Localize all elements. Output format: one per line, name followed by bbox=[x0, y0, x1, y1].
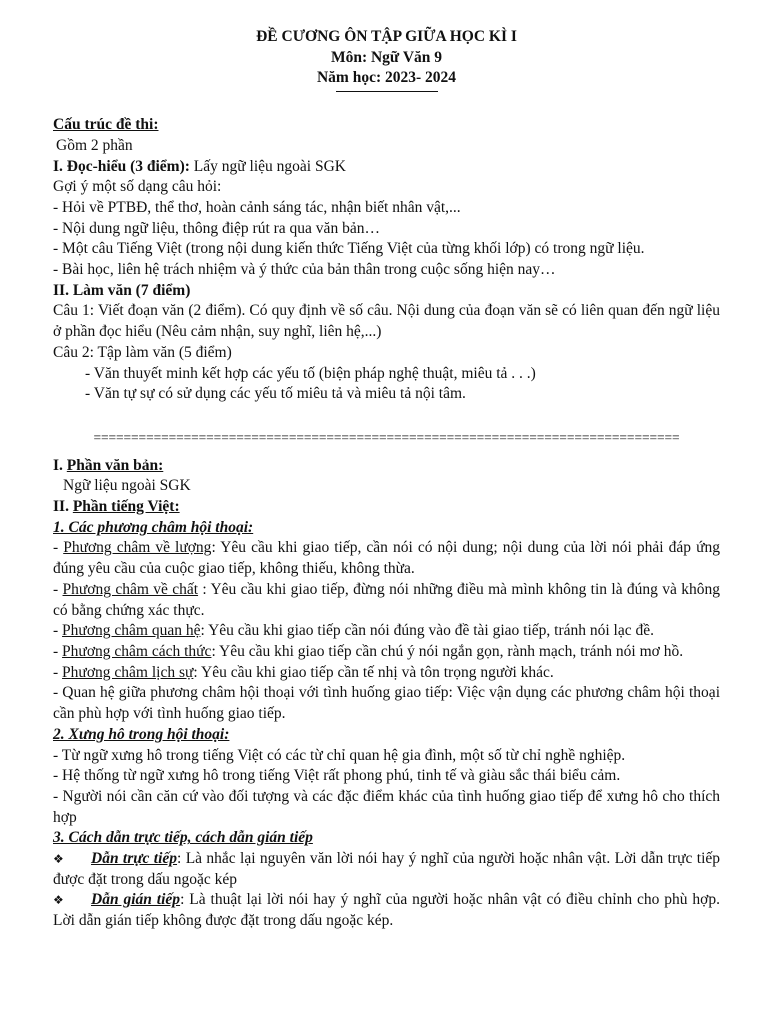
direct-quote-text: : Là nhắc lại nguyên văn lời nói hay ý nghĩ của người hoặc nhân vật. Lời dẫn trực tiếp được đặt trong dấu ngoặc kép bbox=[53, 850, 721, 888]
reading-section bbox=[53, 157, 720, 178]
document-year: Năm học: 2023- 2024 bbox=[316, 69, 457, 87]
writing-question-2a: - Văn thuyết minh kết hợp các yếu tố (biện pháp nghệ thuật, miêu tả . . .) bbox=[85, 364, 536, 382]
principle-relation: - Phương châm quan hệ: Yêu cầu khi giao tiếp cần nói đúng vào đề tài giao tiếp, tránh nói lạc đề. bbox=[53, 622, 654, 640]
subsection-2-heading bbox=[53, 725, 720, 746]
writing-question-1: Câu 1: Viết đoạn văn (2 điểm). Có quy định về số câu. Nội dung của đoạn văn sẽ có liên quan đến ngữ liệu ở phần đọc hiểu (Nêu cảm nhận, suy nghĩ, liên hệ,...) bbox=[53, 302, 720, 341]
section-vietnamese-heading bbox=[53, 497, 720, 518]
principle-quantity: - Phương châm về lượng: Yêu cầu khi giao tiếp, cần nói có nội dung; nội dung của lời nói phải đáp ứng đúng yêu cầu của cuộc giao tiếp, không thiếu, không thừa. bbox=[53, 539, 720, 578]
principle-quantity-text: : Yêu cầu khi giao tiếp, cần nói có nội dung; nội dung của lời nói phải đáp ứng đúng yêu cầu của cuộc giao tiếp, không thiếu, không thừa. bbox=[53, 539, 720, 578]
writing-title: II. Làm văn (7 điểm) bbox=[53, 281, 191, 299]
principle-manner-label: Phương châm cách thức bbox=[62, 642, 212, 660]
principle-relation-label: Phương châm quan hệ bbox=[62, 622, 201, 640]
section-text-heading bbox=[53, 456, 720, 477]
principle-manner: - Phương châm cách thức: Yêu cầu khi giao tiếp cần chú ý nói ngắn gọn, rành mạch, tránh nói mơ hồ. bbox=[53, 642, 684, 660]
section-vietnamese-title: Phần tiếng Việt: bbox=[72, 498, 180, 516]
structure-parts: Gồm 2 phần bbox=[56, 136, 133, 154]
principle-relation-text: : Yêu cầu khi giao tiếp cần nói đúng vào đề tài giao tiếp, tránh nói lạc đề. bbox=[200, 622, 654, 640]
section-vietnamese-prefix: II. bbox=[53, 498, 73, 516]
section-text-content: Ngữ liệu ngoài SGK bbox=[63, 477, 191, 495]
subsection-3-title: 3. Cách dẫn trực tiếp, cách dẫn gián tiếp bbox=[53, 829, 313, 847]
indirect-quote-label: Dẫn gián tiếp bbox=[91, 891, 181, 909]
principle-quantity-label: Phương châm về lượng bbox=[63, 539, 212, 557]
document-subject: Môn: Ngữ Văn 9 bbox=[330, 48, 443, 66]
subsection-3-heading bbox=[53, 828, 720, 849]
indirect-quote-text: : Là thuật lại lời nói hay ý nghĩ của người hoặc nhân vật có điều chỉnh cho phù hợp. Lời dẫn gián tiếp không được đặt trong dấu ngoặc kép. bbox=[53, 891, 720, 930]
principle-politeness: - Phương châm lịch sự: Yêu cầu khi giao tiếp cần tế nhị và tôn trọng người khác. bbox=[53, 663, 554, 681]
principle-quality-text: : Yêu cầu khi giao tiếp, đừng nói những điều mà mình không tin là đúng và không có bằng chứng xác thực. bbox=[53, 580, 720, 619]
principle-quality-label: Phương châm về chất bbox=[62, 580, 199, 598]
question-type-1: - Hỏi về PTBĐ, thể thơ, hoàn cảnh sáng tác, nhận biết nhân vật,... bbox=[53, 198, 461, 216]
structure-heading bbox=[53, 115, 720, 136]
address-item-3: - Người nói cần căn cứ vào đối tượng và các đặc điểm khác của tình huống giao tiếp để xưng hô cho thích hợp bbox=[53, 787, 720, 826]
document-title: ĐỀ CƯƠNG ÔN TẬP GIỮA HỌC KÌ I bbox=[256, 28, 517, 45]
direct-quote-label: Dẫn trực tiếp bbox=[91, 850, 178, 868]
direct-quote-item bbox=[53, 849, 720, 890]
principle-context: - Quan hệ giữa phương châm hội thoại với tình huống giao tiếp: Việc vận dụng các phương châm hội thoại cần phù hợp với tình huống giao tiếp. bbox=[53, 684, 720, 723]
writing-question-2b: - Văn tự sự có sử dụng các yếu tố miêu tả và miêu tả nội tâm. bbox=[85, 385, 466, 403]
writing-question-2: Câu 2: Tập làm văn (5 điểm) bbox=[53, 343, 232, 361]
address-item-2: - Hệ thống từ ngữ xưng hô trong tiếng Việt rất phong phú, tinh tế và giàu sắc thái biểu cảm. bbox=[53, 767, 621, 785]
question-type-4: - Bài học, liên hệ trách nhiệm và ý thức của bản thân trong cuộc sống hiện nay… bbox=[53, 261, 556, 279]
section-text-prefix: I. bbox=[53, 456, 67, 474]
address-item-1: - Từ ngữ xưng hô trong tiếng Việt có các từ chỉ quan hệ gia đình, một số từ chỉ nghề nghiệp. bbox=[53, 746, 626, 764]
subsection-1-title: 1. Các phương châm hội thoại: bbox=[53, 518, 254, 536]
question-type-3: - Một câu Tiếng Việt (trong nội dung kiến thức Tiếng Việt của từng khối lớp) có trong ngữ liệu. bbox=[53, 240, 645, 258]
subsection-2-title: 2. Xưng hô trong hội thoại: bbox=[53, 725, 230, 743]
document-page bbox=[53, 27, 720, 932]
diamond-bullet-icon: ❖ bbox=[53, 893, 64, 908]
reading-text: Lấy ngữ liệu ngoài SGK bbox=[189, 157, 346, 175]
reading-title: I. Đọc-hiểu (3 điểm): bbox=[53, 157, 190, 175]
question-type-2: - Nội dung ngữ liệu, thông điệp rút ra qua văn bản… bbox=[53, 219, 380, 237]
header-divider bbox=[336, 91, 438, 92]
section-separator: ============================================================================== bbox=[93, 429, 680, 445]
structure-heading-text: Cấu trúc đề thi: bbox=[53, 116, 159, 134]
indirect-quote-item bbox=[53, 890, 720, 931]
principle-politeness-text: : Yêu cầu khi giao tiếp cần tế nhị và tôn trọng người khác. bbox=[193, 663, 554, 681]
suggest-heading: Gợi ý một số dạng câu hỏi: bbox=[53, 178, 222, 196]
principle-politeness-label: Phương châm lịch sự bbox=[62, 663, 194, 681]
diamond-bullet-icon: ❖ bbox=[53, 852, 64, 867]
section-text-title: Phần văn bản: bbox=[66, 456, 164, 474]
principle-manner-text: : Yêu cầu khi giao tiếp cần chú ý nói ngắn gọn, rành mạch, tránh nói mơ hồ. bbox=[211, 642, 684, 660]
subsection-1-heading bbox=[53, 518, 720, 539]
principle-quality: - Phương châm về chất : Yêu cầu khi giao tiếp, đừng nói những điều mà mình không tin là đúng và không có bằng chứng xác thực. bbox=[53, 580, 720, 619]
